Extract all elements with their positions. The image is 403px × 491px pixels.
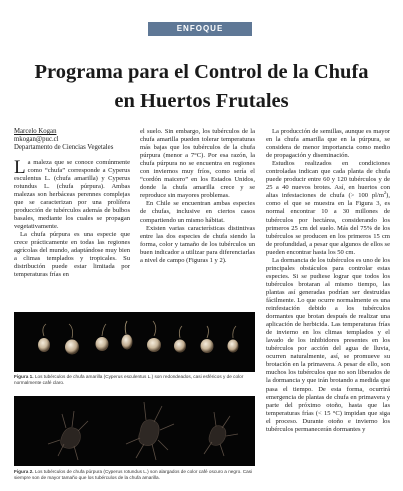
author-department: Departamento de Ciencias Vegetales bbox=[14, 144, 114, 152]
tuber bbox=[174, 326, 186, 353]
paragraph: el suelo. Sin embargo, los tubérculos de la chufa amarilla pueden tolerar temperaturas más bajas que los tubérculos de la chufa púrpura (menor a 7°C). Por esa razón, la chufa púrpura no se encuentra en regiones con inviernos muy fríos, como sería el “cordón maicero” en los Estados Unidos, donde la chufa amarilla crece y se reproduce sin mayores problemas. bbox=[140, 128, 255, 200]
caption-label: Figura 2. bbox=[14, 469, 34, 474]
author-block bbox=[14, 128, 130, 153]
tuber-photo-purple bbox=[14, 396, 255, 466]
intro-paragraph bbox=[14, 156, 130, 231]
tuber-cluster bbox=[126, 402, 174, 460]
caption-text: Los tubérculos de chufa púrpura (Cyperus rotundus L.) son alargados de color café oscuro a negro. Casi siempre son de mayor tamaño que los tubérculos de la chufa amarilla. bbox=[14, 469, 253, 480]
intro-text: a maleza que se conoce comúnmente como “chufa” corresponde a Cyperus esculentus L. (chufa amarilla) y Cyperus rotundus L. (chufa púrpura). Ambas malezas son herbáceas perennes complejas que se caracterizan por una prolífera producción de tubérculos además de bulbos basales, mediante los cuales se propagan vegetativamente. bbox=[14, 158, 130, 230]
tuber-cluster bbox=[204, 412, 238, 456]
tuber-cluster bbox=[48, 411, 88, 460]
article-title-line-2: en Huertos Frutales bbox=[114, 90, 289, 112]
paragraph: En Chile se encuentran ambas especies de chufas, inclusive en ciertos casos compartiendo un mismo hábitat. bbox=[140, 200, 255, 224]
paragraph: La chufa púrpura es una especie que crece prácticamente en todas las regiones agrícolas del mundo, adaptándose muy bien a climas templados y tropicales. Su distribución puede estar limitada por temperaturas frías en bbox=[14, 231, 130, 279]
figure-2-photo bbox=[14, 396, 255, 466]
tuber bbox=[147, 321, 161, 352]
paragraph bbox=[266, 160, 390, 257]
tuber bbox=[65, 324, 79, 355]
tuber bbox=[228, 326, 239, 353]
caption-text: Los tubérculos de chufa amarilla (Cyperus esculentus L.) son redondeados, casi esféricos y de color normalmente café claro. bbox=[14, 374, 244, 385]
article-title-line-1: Programa para el Control de la Chufa bbox=[34, 61, 369, 83]
figure-2-caption bbox=[14, 469, 255, 481]
tuber bbox=[122, 321, 133, 350]
drop-cap: L bbox=[14, 156, 26, 178]
author-email: mkogan@puc.cl bbox=[14, 136, 59, 144]
paragraph: Existen varias características distintivas entre las dos especies de chufa siendo la forma, color y tamaño de los tubérculos un buen indicador a utilizar para diferenciarlas a nivel de campo (Figuras 1 y 2). bbox=[140, 224, 255, 264]
tuber bbox=[201, 326, 214, 353]
tuber bbox=[96, 324, 109, 351]
caption-label: Figura 1. bbox=[14, 374, 34, 379]
author-name: Marcelo Kogan bbox=[14, 128, 57, 135]
column-2 bbox=[140, 128, 255, 265]
tuber bbox=[38, 324, 50, 352]
paragraph-text: Estudios realizados en condiciones controladas indican que cada planta de chufa puede producir entre 60 y 120 tubérculos y de 25 a 40 nuevos brotes. Así, en huertos con altas infestaciones de chufa (> 100 pl/m bbox=[266, 160, 390, 200]
superscript: 2 bbox=[383, 190, 387, 196]
tuber-photo-yellow bbox=[14, 312, 255, 372]
paragraph-text: ), como el que se muestra en la Figura 3, es normal encontrar 10 a 30 millones de tubérculos por hectárea, considerando los primeros 25 cm del suelo. Más del 75% de los tubérculos se producen en los primeros 15 cm de profundidad, a pesar que algunos de ellos se pueden encontrar hasta los 50 cm. bbox=[266, 192, 390, 256]
figure-1-photo bbox=[14, 312, 255, 372]
column-3 bbox=[266, 128, 390, 434]
column-1 bbox=[14, 128, 130, 279]
paragraph: La producción de semillas, aunque es mayor en la chufa amarilla que en la púrpura, se considera de menor importancia como medio de propagación y diseminación. bbox=[266, 128, 390, 160]
figure-1-caption bbox=[14, 374, 255, 386]
section-banner: ENFOQUE bbox=[148, 22, 252, 36]
paragraph: La dormancia de los tubérculos es uno de los principales obstáculos para controlar estas especies. Si se pudiese lograr que todos los tubérculos brotaran al mismo tiempo, las plantas así generadas podrían ser destruidas fácilmente. Lo que ocurre normalmente es una reinfestación debido a los tubérculos dormantes que brotan después de realizar una aplicación de herbicida. Las temperaturas frías de invierno en los climas templados y el lavado de los inhibidores presentes en los tubérculos por acción del agua de lluvia, ocurren naturalmente, así, se promueve su brotación en la primavera. A pesar de ello, son muchos los tubérculos que no son liberados de la dormancia y que irán brotando a medida que pasa el tiempo. De esta forma, ocurrirá emergencia de plantas de chufa en primavera y parte del próximo otoño, hasta que las temperaturas frías (< 15 °C) impidan que siga el proceso. Durante otoño e invierno los tubérculos permanecerán dormantes y bbox=[266, 256, 390, 433]
